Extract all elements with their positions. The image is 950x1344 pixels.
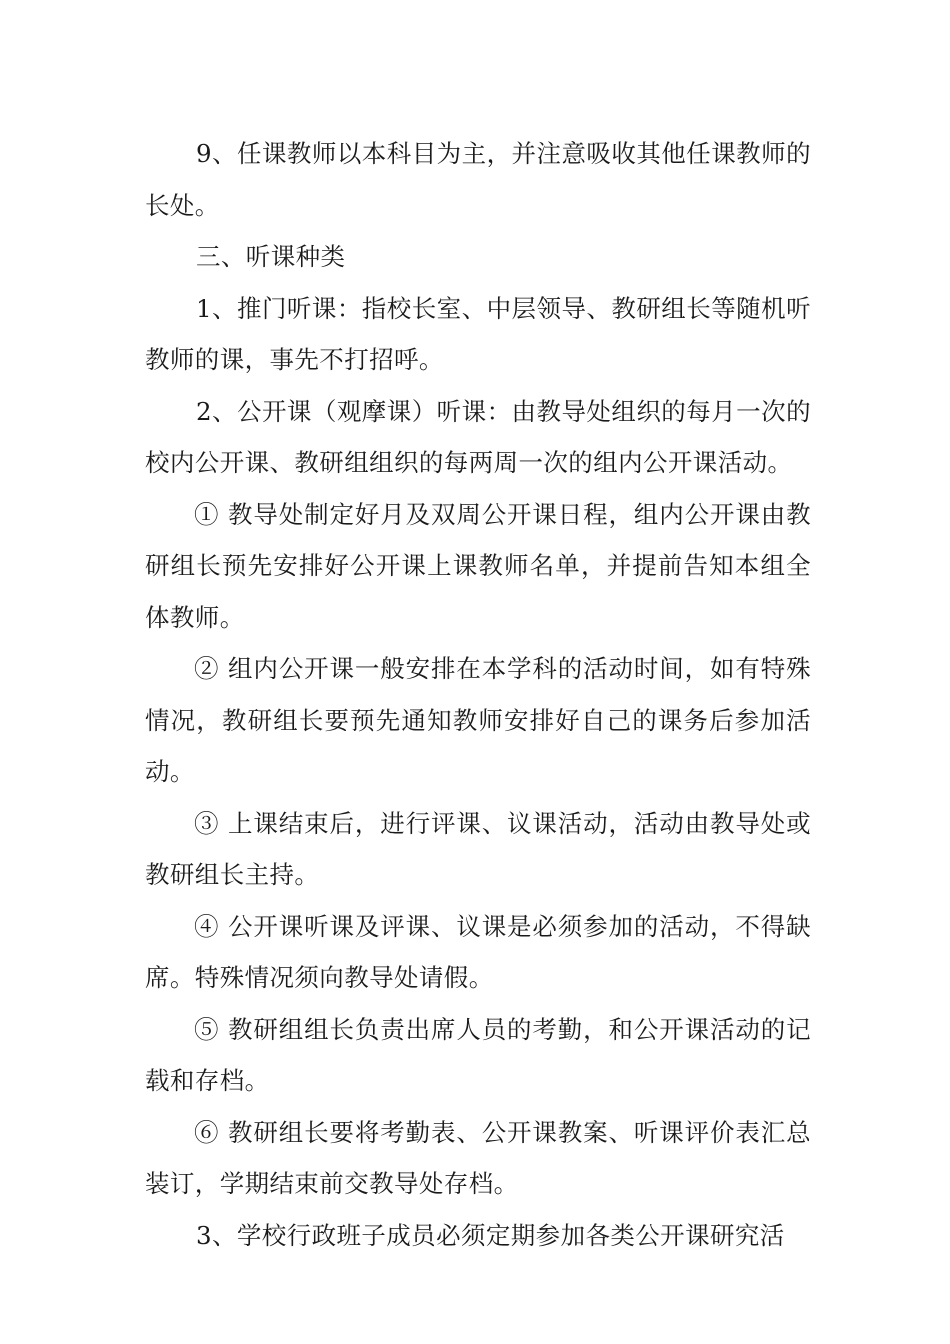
document-body (145, 128, 811, 1261)
paragraph-item-3-admin: 3、学校行政班子成员必须定期参加各类公开课研究活 (196, 1220, 785, 1250)
paragraph-item-9: 9、任课教师以本科目为主，并注意吸收其他任课教师的长处。 (145, 139, 811, 220)
paragraph-item-2-open-class: 2、公开课（观摩课）听课：由教导处组织的每月一次的校内公开课、教研组组织的每两周一次的组内公开课活动。 (145, 396, 811, 477)
paragraph-sub-5: ⑤ 教研组组长负责出席人员的考勤，和公开课活动的记载和存档。 (145, 1014, 811, 1095)
paragraph-sub-4: ④ 公开课听课及评课、议课是必须参加的活动，不得缺席。特殊情况须向教导处请假。 (145, 911, 811, 992)
paragraph-item-1-drop-in: 1、推门听课：指校长室、中层领导、教研组长等随机听教师的课，事先不打招呼。 (145, 293, 811, 374)
paragraph-sub-3: ③ 上课结束后，进行评课、议课活动，活动由教导处或教研组长主持。 (145, 808, 811, 889)
paragraph-sub-6: ⑥ 教研组长要将考勤表、公开课教案、听课评价表汇总装订，学期结束前交教导处存档。 (145, 1117, 811, 1198)
paragraph-sub-2: ② 组内公开课一般安排在本学科的活动时间，如有特殊情况，教研组长要预先通知教师安排好自己的课务后参加活动。 (145, 654, 811, 786)
paragraph-sub-1: ① 教导处制定好月及双周公开课日程，组内公开课由教研组长预先安排好公开课上课教师名单，并提前告知本组全体教师。 (145, 499, 811, 632)
section-heading-listening-types: 三、听课种类 (196, 242, 346, 271)
